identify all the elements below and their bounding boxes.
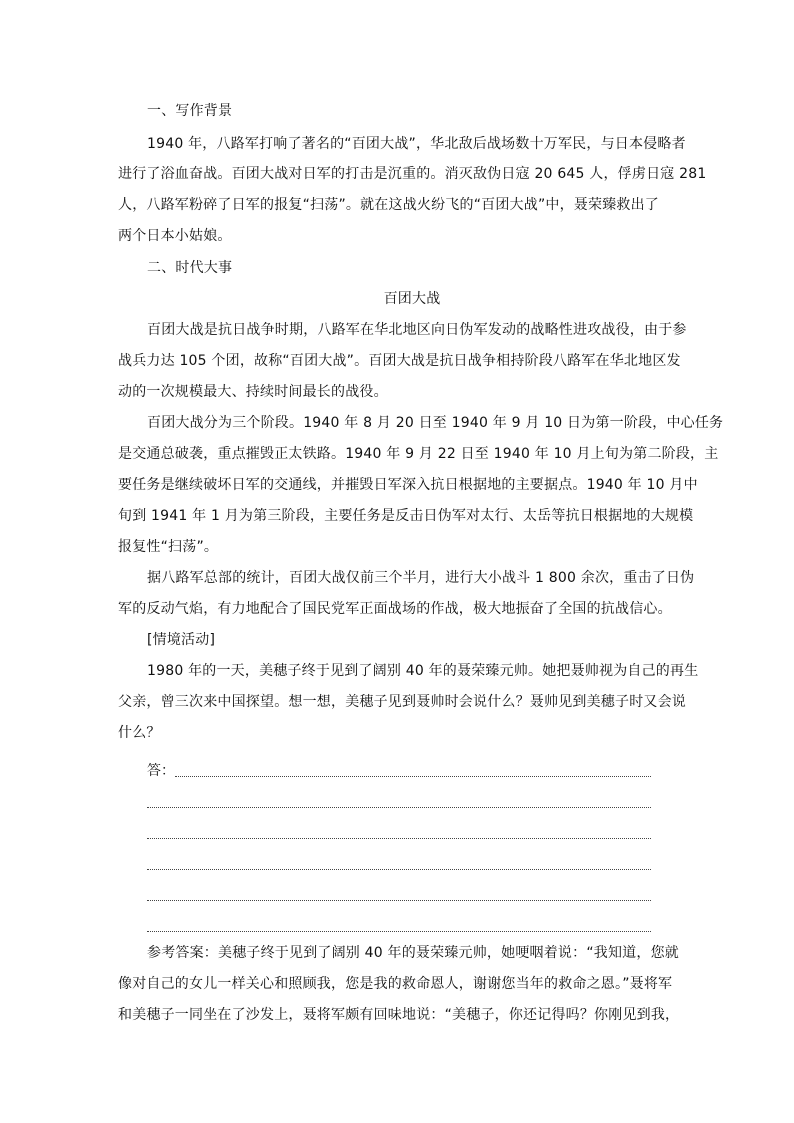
paragraph-line: 战兵力达 105 个团，故称“百团大战”。百团大战是抗日战争相持阶段八路军在华北地区发 bbox=[118, 353, 681, 369]
paragraph-line: 军的反动气焰，有力地配合了国民党军正面战场的作战，极大地振奋了全国的抗战信心。 bbox=[118, 601, 672, 617]
paragraph-line: 据八路军总部的统计，百团大战仅前三个半月，进行大小战斗 1 800 余次，重击了日伪 bbox=[147, 570, 695, 586]
paragraph-line: 父亲，曾三次来中国探望。想一想，美穗子见到聂帅时会说什么？聂帅见到美穗子时又会说 bbox=[118, 694, 686, 710]
paragraph-line: 旬到 1941 年 1 月为第三阶段，主要任务是反击日伪军对太行、太岳等抗日根据地的大规模 bbox=[118, 508, 694, 524]
paragraph-line: 报复性“扫荡”。 bbox=[118, 539, 219, 555]
reference-answer-line: 像对自己的女儿一样关心和照顾我，您是我的救命恩人，谢谢您当年的救命之恩。”聂将军 bbox=[118, 976, 673, 992]
paragraph-line: 进行了浴血奋战。百团大战对日军的打击是沉重的。消灭敌伪日寇 20 645 人，俘虏日寇 281 bbox=[118, 166, 707, 182]
dotted-rule bbox=[147, 900, 651, 901]
dotted-rule bbox=[175, 776, 651, 777]
answer-line-6[interactable] bbox=[147, 916, 651, 936]
section-heading-events: 二、时代大事 bbox=[147, 260, 233, 276]
paragraph-line: 两个日本小姑娘。 bbox=[118, 228, 232, 244]
dotted-rule bbox=[147, 807, 651, 808]
dotted-rule bbox=[147, 838, 651, 839]
answer-line-2[interactable] bbox=[147, 792, 651, 812]
paragraph-line: 什么？ bbox=[118, 725, 161, 741]
article-title: 百团大战 bbox=[383, 291, 441, 307]
section-heading-background: 一、写作背景 bbox=[147, 103, 233, 119]
paragraph-line: 1980 年的一天，美穗子终于见到了阔别 40 年的聂荣臻元帅。她把聂帅视为自己的再生 bbox=[147, 663, 699, 679]
reference-answer-line: 和美穗子一同坐在了沙发上，聂将军颇有回味地说：“美穗子，你还记得吗？你刚见到我， bbox=[118, 1007, 680, 1023]
reference-answer-line: 参考答案：美穗子终于见到了阔别 40 年的聂荣臻元帅，她哽咽着说：“我知道，您就 bbox=[147, 945, 679, 961]
paragraph-line: 要任务是继续破坏日军的交通线，并摧毁日军深入抗日根据地的主要据点。1940 年 10 月中 bbox=[118, 477, 698, 493]
answer-line-4[interactable] bbox=[147, 854, 651, 874]
answer-line-3[interactable] bbox=[147, 823, 651, 843]
activity-label: [情境活动] bbox=[147, 632, 216, 648]
dotted-rule bbox=[147, 869, 651, 870]
paragraph-line: 动的一次规模最大、持续时间最长的战役。 bbox=[118, 384, 388, 400]
paragraph-line: 人，八路军粉碎了日军的报复“扫荡”。就在这战火纷飞的“百团大战”中，聂荣臻救出了 bbox=[118, 197, 660, 213]
answer-line-5[interactable] bbox=[147, 885, 651, 905]
answer-line-1[interactable] bbox=[147, 761, 651, 781]
paragraph-line: 是交通总破袭，重点摧毁正太铁路。1940 年 9 月 22 日至 1940 年 10 月上旬为第二阶段，主 bbox=[118, 446, 719, 462]
dotted-rule bbox=[147, 931, 651, 932]
paragraph-line: 1940 年，八路军打响了著名的“百团大战”，华北敌后战场数十万军民，与日本侵略者 bbox=[147, 136, 686, 152]
paragraph-line: 百团大战是抗日战争时期，八路军在华北地区向日伪军发动的战略性进攻战役，由于参 bbox=[147, 322, 687, 338]
answer-label: 答： bbox=[147, 763, 175, 779]
paragraph-line: 百团大战分为三个阶段。1940 年 8 月 20 日至 1940 年 9 月 10 日为第一阶段，中心任务 bbox=[147, 415, 724, 431]
